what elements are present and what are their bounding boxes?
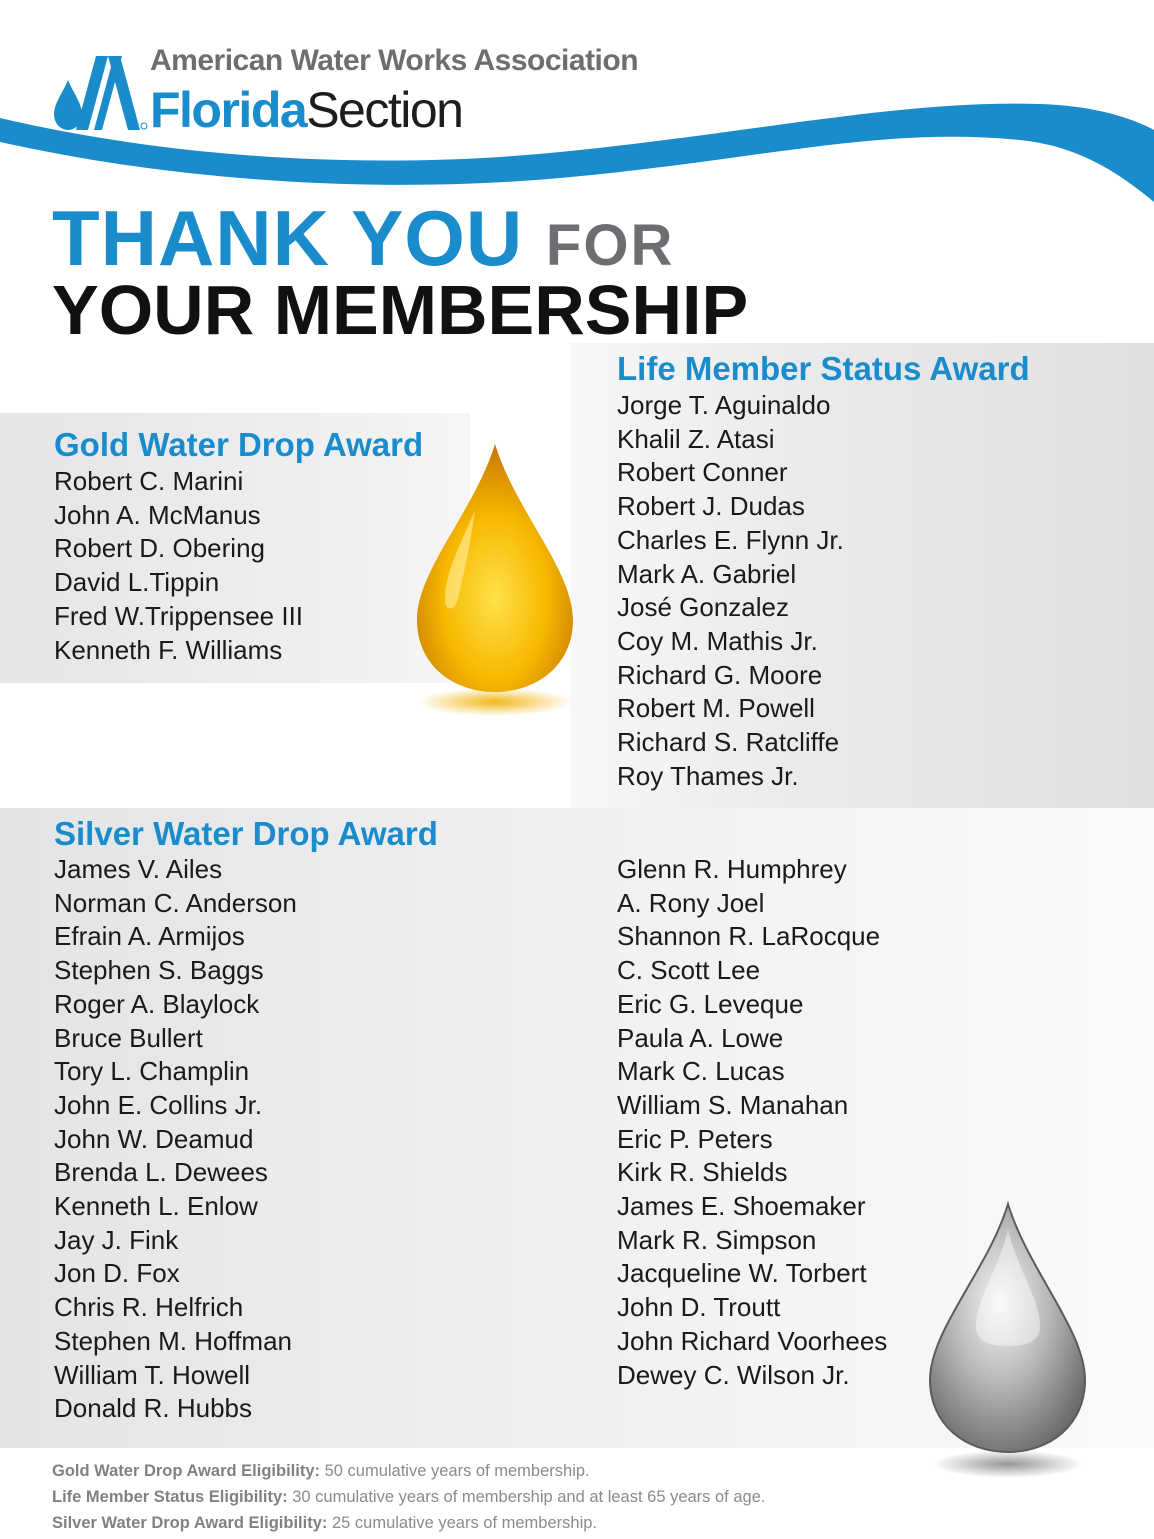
list-item: A. Rony Joel bbox=[617, 887, 765, 918]
list-item: Mark R. Simpson bbox=[617, 1224, 817, 1255]
headline-line-2: YOUR MEMBERSHIP bbox=[52, 271, 749, 349]
list-item: Glenn R. Humphrey bbox=[617, 854, 847, 884]
gold-award-title: Gold Water Drop Award bbox=[54, 426, 424, 463]
gold-award-list bbox=[54, 465, 303, 667]
footer-silver-eligibility bbox=[52, 1510, 765, 1536]
life-award-list bbox=[617, 389, 844, 793]
list-item: Richard G. Moore bbox=[617, 659, 823, 690]
list-item: Kirk R. Shields bbox=[617, 1157, 788, 1188]
list-item: Kenneth F. Williams bbox=[54, 634, 283, 665]
footer-gold-eligibility bbox=[52, 1458, 765, 1484]
headline-thank-you: THANK YOU bbox=[52, 194, 524, 282]
footer-label: Gold Water Drop Award Eligibility: bbox=[52, 1462, 320, 1480]
list-item: Coy M. Mathis Jr. bbox=[617, 625, 818, 656]
gold-water-drop-icon bbox=[405, 440, 585, 725]
list-item: Eric G. Leveque bbox=[617, 988, 804, 1019]
list-item: Chris R. Helfrich bbox=[54, 1292, 244, 1323]
list-item: Fred W.Trippensee III bbox=[54, 600, 304, 631]
list-item: Jacqueline W. Torbert bbox=[617, 1258, 867, 1289]
section-name bbox=[150, 82, 462, 138]
list-item: John Richard Voorhees bbox=[617, 1325, 888, 1356]
footer-text: 50 cumulative years of membership. bbox=[320, 1462, 590, 1480]
list-item: William T. Howell bbox=[54, 1359, 250, 1390]
list-item: Jay J. Fink bbox=[54, 1224, 179, 1255]
list-item: Roy Thames Jr. bbox=[617, 760, 799, 791]
list-item: Efrain A. Armijos bbox=[54, 921, 245, 952]
silver-water-drop-icon bbox=[920, 1200, 1095, 1485]
list-item: Tory L. Champlin bbox=[54, 1056, 250, 1087]
list-item: Kenneth L. Enlow bbox=[54, 1191, 258, 1222]
list-item: Eric P. Peters bbox=[617, 1123, 773, 1154]
list-item: John E. Collins Jr. bbox=[54, 1089, 263, 1120]
list-item: Shannon R. LaRocque bbox=[617, 921, 881, 952]
silver-award-list-col2 bbox=[617, 853, 887, 1392]
list-item: Brenda L. Dewees bbox=[54, 1157, 268, 1188]
list-item: Roger A. Blaylock bbox=[54, 988, 260, 1019]
list-item: Richard S. Ratcliffe bbox=[617, 727, 840, 758]
list-item: William S. Manahan bbox=[617, 1089, 849, 1120]
list-item: Robert J. Dudas bbox=[617, 491, 805, 522]
list-item: Robert D. Obering bbox=[54, 533, 265, 564]
org-name: American Water Works Association bbox=[150, 44, 639, 77]
awwa-logo-icon bbox=[50, 52, 150, 132]
list-item: Jon D. Fox bbox=[54, 1258, 180, 1289]
silver-award-list-col1 bbox=[54, 853, 297, 1426]
list-item: Robert Conner bbox=[617, 457, 788, 488]
silver-award-title: Silver Water Drop Award bbox=[54, 815, 438, 852]
list-item: Jorge T. Aguinaldo bbox=[617, 390, 831, 420]
list-item: James V. Ailes bbox=[54, 854, 223, 884]
list-item: John D. Troutt bbox=[617, 1292, 781, 1323]
list-item: David L.Tippin bbox=[54, 567, 220, 598]
list-item: Norman C. Anderson bbox=[54, 887, 297, 918]
section-name-rest: Section bbox=[306, 82, 463, 138]
list-item: Mark A. Gabriel bbox=[617, 558, 797, 589]
list-item: John W. Deamud bbox=[54, 1123, 254, 1154]
list-item: Dewey C. Wilson Jr. bbox=[617, 1359, 850, 1390]
list-item: Paula A. Lowe bbox=[617, 1022, 784, 1053]
footer-text: 25 cumulative years of membership. bbox=[327, 1514, 597, 1532]
list-item: José Gonzalez bbox=[617, 592, 789, 623]
list-item: Stephen S. Baggs bbox=[54, 955, 264, 986]
list-item: Robert M. Powell bbox=[617, 693, 815, 724]
footer-label: Life Member Status Eligibility: bbox=[52, 1488, 288, 1506]
list-item: Mark C. Lucas bbox=[617, 1056, 785, 1087]
headline-for: FOR bbox=[545, 213, 675, 278]
eligibility-footer bbox=[52, 1458, 765, 1536]
footer-label: Silver Water Drop Award Eligibility: bbox=[52, 1514, 328, 1532]
footer-text: 30 cumulative years of membership and at least 65 years of age. bbox=[287, 1488, 766, 1506]
list-item: Charles E. Flynn Jr. bbox=[617, 524, 844, 555]
list-item: Robert C. Marini bbox=[54, 466, 244, 496]
list-item: Donald R. Hubbs bbox=[54, 1393, 252, 1424]
footer-life-eligibility bbox=[52, 1484, 765, 1510]
list-item: Bruce Bullert bbox=[54, 1022, 203, 1053]
life-award-title: Life Member Status Award bbox=[617, 350, 1030, 387]
list-item: C. Scott Lee bbox=[617, 955, 761, 986]
list-item: James E. Shoemaker bbox=[617, 1191, 866, 1222]
list-item: Stephen M. Hoffman bbox=[54, 1325, 292, 1356]
section-name-bold: Florida bbox=[150, 82, 307, 138]
list-item: John A. McManus bbox=[54, 499, 261, 530]
list-item: Khalil Z. Atasi bbox=[617, 423, 775, 454]
